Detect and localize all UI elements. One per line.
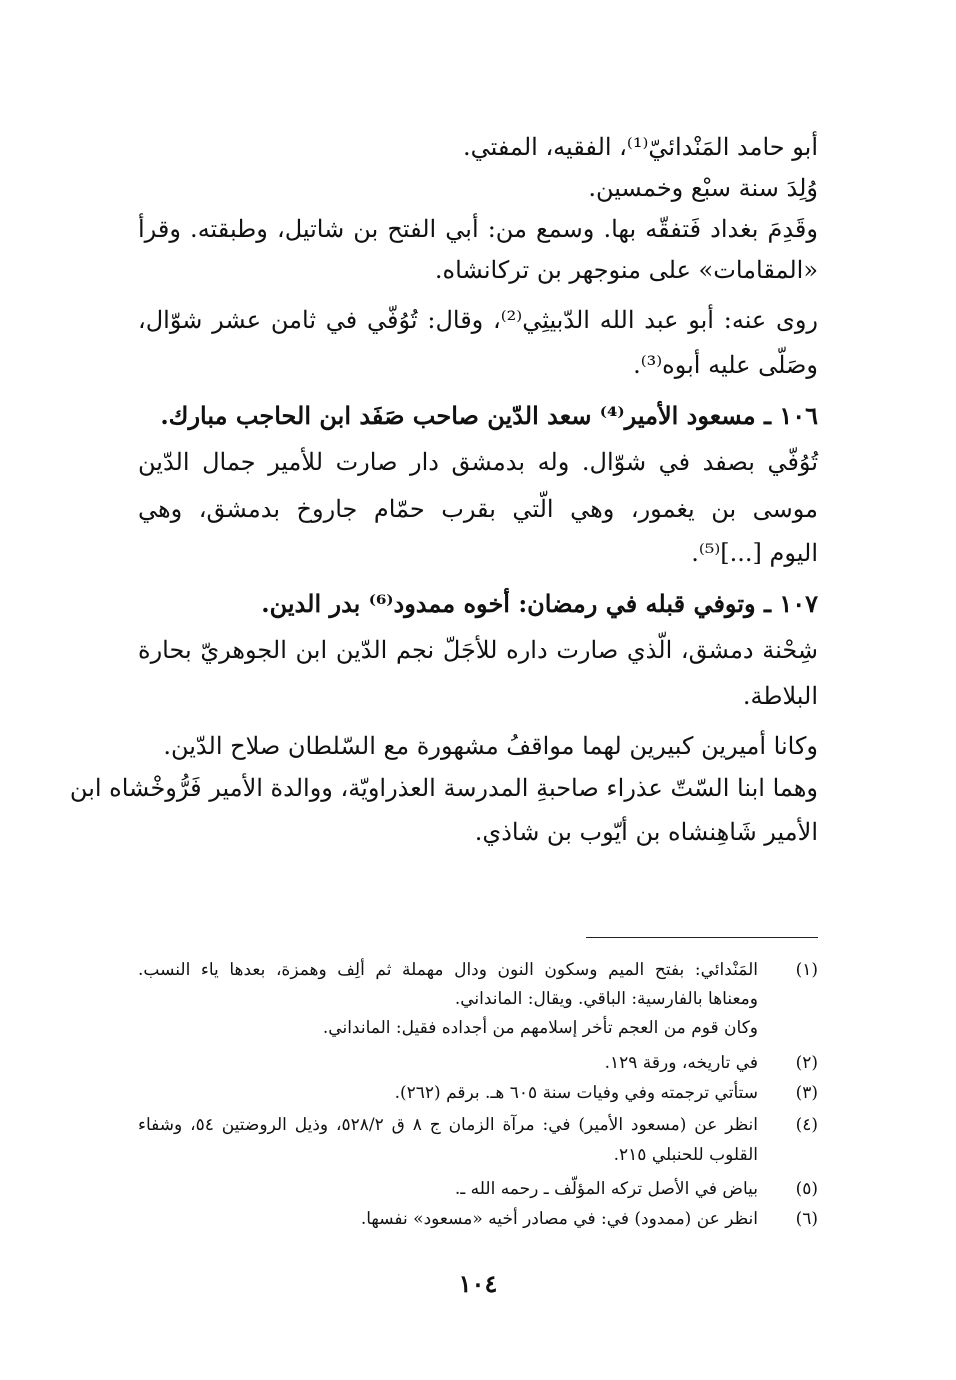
entry-heading-106: ١٠٦ ـ مسعود الأمير⁽⁴⁾ سعد الدّين صاحب صَفَد ابن الحاجب مبارك. [160, 401, 818, 430]
body-line-16: الأمير شَاهِنشاه بن أيّوب بن شاذي. [474, 818, 818, 846]
footnote-text: وكان قوم من العجم تأخر إسلامهم من أجداده فقيل: المانداني. [322, 1018, 758, 1038]
body-line-10: اليوم [...]⁽⁵⁾. [691, 539, 818, 567]
footnote-text: المَنْدائي: بفتح الميم وسكون النون ودال مهملة ثم ألِف وهمزة، بعدها ياء النسب. [138, 960, 758, 980]
footnote-number: (٤) [795, 1115, 818, 1135]
footnote-number: (٦) [795, 1209, 818, 1229]
footnote-number: (١) [795, 960, 818, 980]
body-line-15: وهما ابنا السّتّ عذراء صاحبةِ المدرسة العذراويّة، ووالدة الأمير فَرُّوخْشاه ابن [69, 774, 818, 802]
entry-heading-107: ١٠٧ ـ وتوفي قبله في رمضان: أخوه ممدود⁽⁶⁾ بدر الدين. [261, 589, 818, 618]
body-line-9: موسى بن يغمور، وهي الّتي بقرب حمّام جاروخ بدمشق، وهي [138, 495, 819, 523]
body-line-4: «المقامات» على منوجهر بن تركانشاه. [434, 256, 818, 284]
body-line-14: وكانا أميرين كبيرين لهما مواقفُ مشهورة مع السّلطان صلاح الدّين. [163, 732, 818, 760]
footnote-text: في تاريخه، ورقة ١٢٩. [604, 1053, 758, 1073]
body-line-5: روى عنه: أبو عبد الله الدّبيثِي⁽²⁾، وقال: تُوُفّي في ثامن عشر شوّال، [138, 306, 818, 334]
body-line-8: تُوُفّي بصفد في شوّال. وله بدمشق دار صارت للأمير جمال الدّين [138, 448, 818, 476]
body-line-13: البلاطة. [742, 682, 818, 710]
page-number: ١٠٤ [458, 1269, 498, 1298]
footnote-text: بياض في الأصل تركه المؤلّف ـ رحمه الله ـ. [454, 1179, 758, 1199]
body-line-1: أبو حامد المَنْدائيّ⁽¹⁾، الفقيه، المفتي. [462, 133, 818, 161]
footnote-text: القلوب للحنبلي ٢١٥. [613, 1145, 758, 1165]
footnote-text: انظر عن (ممدود) في: في مصادر أخيه «مسعود» نفسها. [360, 1209, 758, 1229]
footnote-text: ستأتي ترجمته وفي وفيات سنة ٦٠٥ هـ. برقم (٢٦٢). [394, 1083, 758, 1103]
footnote-text: ومعناها بالفارسية: الباقي. ويقال: المانداني. [454, 989, 758, 1009]
body-line-3: وقَدِمَ بغداد فَتفقّه بها. وسمع من: أبي الفتح بن شاتيل، وطبقته. وقرأ [138, 215, 818, 243]
footnote-text: انظر عن (مسعود الأمير) في: مرآة الزمان ج ٨ ق ٥٢٨/٢، وذيل الروضتين ٥٤، وشفاء [138, 1115, 758, 1135]
footnote-number: (٣) [795, 1083, 818, 1103]
body-line-6: وصَلّى عليه أبوه⁽³⁾. [633, 351, 818, 379]
footnote-number: (٥) [795, 1179, 818, 1199]
footnote-separator [586, 937, 818, 938]
footnote-number: (٢) [795, 1053, 818, 1073]
body-line-12: شِحْنة دمشق، الّذي صارت داره للأجَلّ نجم الدّين ابن الجوهريّ بحارة [138, 636, 818, 664]
body-line-2: وُلِدَ سنة سبْع وخمسين. [588, 174, 818, 202]
